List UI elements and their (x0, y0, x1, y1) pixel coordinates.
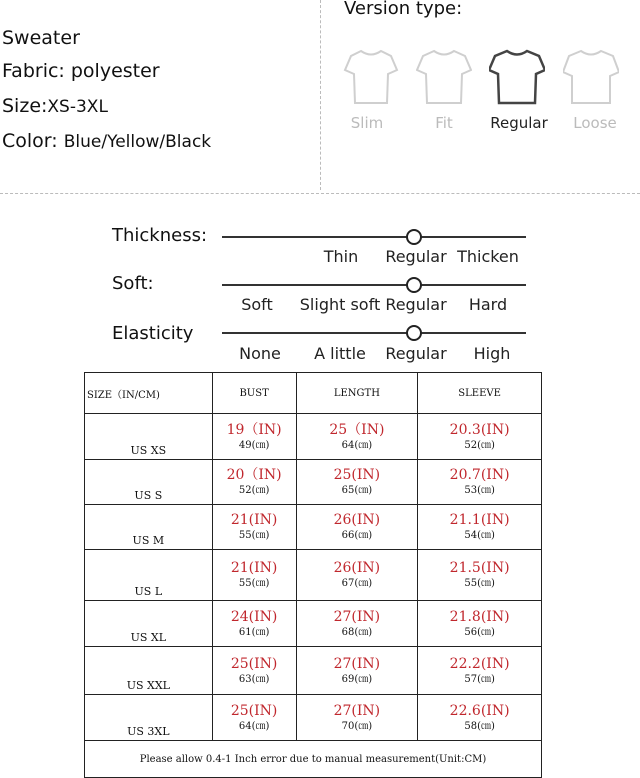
elasticity-label: Elasticity (112, 323, 194, 344)
sleeve-cm-value: 58(㎝) (464, 720, 495, 732)
bust-inch-value: 24(IN) (230, 608, 278, 625)
soft-label: Soft: (112, 273, 154, 294)
soft-option: Hard (468, 295, 508, 314)
elasticity-line (222, 332, 526, 334)
table-row (85, 550, 542, 601)
header-length: LENGTH (296, 373, 418, 414)
fabric-label: Fabric: (2, 60, 65, 82)
version-fit-label: Fit (435, 114, 453, 132)
size-label: Size: (2, 95, 48, 117)
length-cell (296, 601, 418, 647)
length-cm-value: 68(㎝) (341, 626, 373, 638)
color-value: Blue/Yellow/Black (63, 132, 212, 152)
sleeve-cm-value: 56(㎝) (464, 626, 495, 638)
sleeve-cell (418, 647, 542, 695)
size-table (84, 372, 542, 778)
bust-cm-value: 55(㎝) (238, 578, 270, 589)
length-inch-value: 25（IN) (329, 421, 385, 438)
length-inch-value: 26(IN) (333, 512, 381, 528)
size-cell: US XXL (85, 647, 213, 695)
thickness-marker (406, 229, 422, 245)
elasticity-option: Regular (385, 344, 447, 363)
length-inch-value: 27(IN) (333, 702, 381, 719)
length-cell (296, 460, 418, 505)
length-cell (296, 695, 418, 741)
length-inch-value: 27(IN) (333, 608, 381, 625)
thickness-option: Thin (323, 247, 359, 266)
table-row (85, 647, 542, 695)
sleeve-cell (418, 601, 542, 647)
fabric-line (2, 60, 160, 82)
vertical-divider (320, 0, 321, 190)
length-cell (296, 414, 418, 460)
color-label: Color: (2, 130, 58, 152)
header-sleeve: SLEEVE (418, 373, 542, 414)
soft-line (222, 284, 526, 286)
sleeve-cell (418, 414, 542, 460)
sleeve-inch-value: 22.2(IN) (449, 655, 510, 672)
sleeve-cm-value: 54(㎝) (464, 530, 495, 541)
version-title: Version type: (344, 0, 463, 19)
sleeve-cell (418, 550, 542, 601)
measurement-note: Please allow 0.4-1 Inch error due to manual measurement(Unit:CM) (85, 741, 542, 778)
size-cell: US S (85, 460, 213, 505)
length-cm-value: 66(㎝) (341, 530, 373, 541)
bust-cm-value: 63(㎝) (238, 673, 270, 685)
bust-cell (212, 550, 296, 601)
sleeve-inch-value: 21.1(IN) (449, 512, 510, 528)
soft-option: Regular (385, 295, 447, 314)
sleeve-inch-value: 21.8(IN) (449, 608, 510, 625)
version-loose-label: Loose (573, 114, 617, 132)
bust-inch-value: 20（IN) (226, 467, 282, 483)
bust-cm-value: 52(㎝) (238, 485, 270, 496)
sleeve-cm-value: 57(㎝) (464, 673, 495, 685)
length-cm-value: 69(㎝) (341, 673, 373, 685)
bust-cell (212, 414, 296, 460)
table-row (85, 505, 542, 550)
sleeve-cm-value: 52(㎝) (464, 439, 495, 451)
bust-inch-value: 25(IN) (230, 702, 278, 719)
elasticity-marker (406, 325, 422, 341)
bust-cm-value: 49(㎝) (238, 439, 270, 451)
version-regular-label: Regular (490, 114, 548, 132)
sleeve-cell (418, 505, 542, 550)
size-cell: US M (85, 505, 213, 550)
thickness-option: Regular (385, 247, 447, 266)
size-line (2, 95, 108, 117)
fabric-value: polyester (70, 60, 160, 82)
table-row (85, 601, 542, 647)
slim-shirt-icon (343, 48, 399, 106)
sleeve-cm-value: 55(㎝) (464, 578, 495, 589)
length-cell (296, 647, 418, 695)
length-cell (296, 505, 418, 550)
sleeve-cell (418, 695, 542, 741)
sleeve-inch-value: 22.6(IN) (449, 702, 510, 719)
bust-inch-value: 19（IN) (226, 421, 282, 438)
bust-cm-value: 64(㎝) (238, 720, 270, 732)
length-inch-value: 26(IN) (333, 560, 381, 576)
bust-cell (212, 695, 296, 741)
bust-inch-value: 25(IN) (230, 655, 278, 672)
length-inch-value: 25(IN) (333, 467, 381, 483)
bust-cm-value: 55(㎝) (238, 530, 270, 541)
table-row (85, 414, 542, 460)
bust-inch-value: 21(IN) (230, 560, 278, 576)
elasticity-option: None (239, 344, 281, 363)
sleeve-cm-value: 53(㎝) (464, 485, 495, 496)
bust-cell (212, 647, 296, 695)
sleeve-inch-value: 21.5(IN) (449, 560, 510, 576)
version-slim-label: Slim (350, 114, 384, 132)
soft-option: Soft (241, 295, 273, 314)
sleeve-inch-value: 20.7(IN) (449, 467, 510, 483)
length-cm-value: 64(㎝) (341, 439, 373, 451)
size-value: XS-3XL (47, 97, 108, 117)
regular-shirt-icon (489, 48, 545, 106)
color-line (2, 130, 211, 152)
table-note-row (85, 741, 542, 778)
size-cell: US XL (85, 601, 213, 647)
sleeve-cell (418, 460, 542, 505)
size-cell: US XS (85, 414, 213, 460)
sleeve-inch-value: 20.3(IN) (449, 421, 510, 438)
thickness-label: Thickness: (112, 225, 208, 246)
table-row (85, 695, 542, 741)
bust-inch-value: 21(IN) (230, 512, 278, 528)
horizontal-divider (0, 193, 640, 194)
header-bust: BUST (212, 373, 296, 414)
loose-shirt-icon (563, 48, 619, 106)
thickness-option: Thicken (457, 247, 519, 266)
length-inch-value: 27(IN) (333, 655, 381, 672)
length-cm-value: 70(㎝) (341, 720, 373, 732)
table-row (85, 460, 542, 505)
bust-cell (212, 601, 296, 647)
length-cm-value: 65(㎝) (341, 485, 373, 496)
bust-cell (212, 460, 296, 505)
thickness-line (222, 236, 526, 238)
header-size: SIZE（IN/CM) (85, 373, 213, 414)
bust-cm-value: 61(㎝) (238, 626, 270, 638)
table-header-row (85, 373, 542, 414)
fit-shirt-icon (416, 48, 472, 106)
size-cell: US 3XL (85, 695, 213, 741)
elasticity-option: A little (314, 344, 366, 363)
size-cell: US L (85, 550, 213, 601)
product-name: Sweater (2, 27, 80, 49)
soft-marker (406, 277, 422, 293)
bust-cell (212, 505, 296, 550)
length-cm-value: 67(㎝) (341, 578, 373, 589)
elasticity-option: High (473, 344, 511, 363)
soft-option: Slight soft (299, 295, 381, 314)
length-cell (296, 550, 418, 601)
